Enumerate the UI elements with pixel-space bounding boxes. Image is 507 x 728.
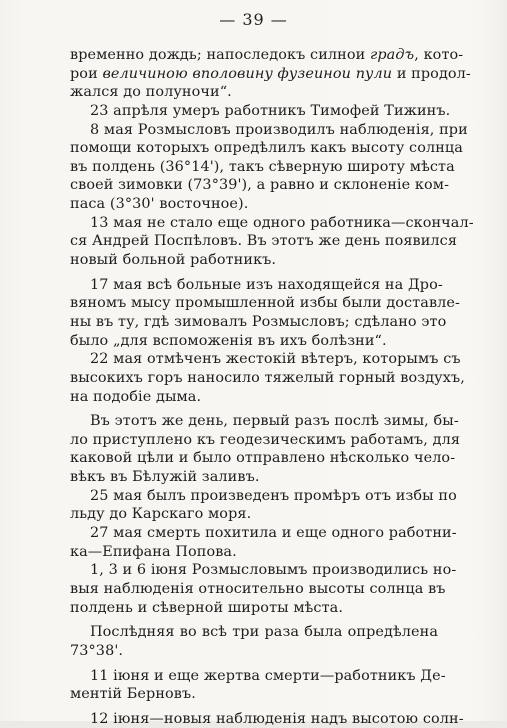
text-line: 73°38'. [70,642,124,659]
paragraph-start: 11 іюня и еще жертва смерти—работникъ Де- [90,667,446,684]
text-line: временно дождь; напоследокъ силнои градъ, кото- [70,47,464,63]
text-line: льду до Карскаго моря. [70,506,252,523]
text-line: въ полдень (36°14'), такъ сѣверную широту мѣста [70,158,455,175]
paragraph-start: 25 мая былъ произведенъ промѣръ отъ избы по [90,487,457,504]
paragraph-start: 1, 3 и 6 іюня Розмысловымъ производились но- [90,562,457,579]
text-line: ны въ ту, гдѣ зимовалъ Розмысловъ; сдѣлано это [70,313,447,330]
paragraph-start: 27 мая смерть похитила и еще одного работни- [90,525,457,542]
text-line: помощи которыхъ опредѣлилъ какъ высоту солнца [70,140,463,157]
paragraph-start: Въ этотъ же день, первый разъ послѣ зимы, бы- [90,413,459,430]
paragraph-start: 8 мая Розмысловъ производилъ наблюденія, при [90,121,468,138]
text-line: ментій Берновъ. [70,686,196,703]
text-line: высокихъ горъ наносило тяжелый горный воздухъ, [70,369,465,386]
text-line: жался до полуночи“. [70,84,232,101]
text-line: паса (3°30' восточное). [70,196,249,213]
text-line: было „для вспоможенія въ ихъ болѣзни“. [70,332,387,349]
text-line: новый больной работникъ. [70,252,277,269]
text-line: своей зимовки (73°39'), а равно и склоненіе ком- [70,177,450,194]
text-line: полдень и сѣверной широты мѣста. [70,599,344,616]
text-line: ся Андрей Поспѣловъ. Въ этотъ же день появился [70,233,458,250]
paragraph-start: 23 апрѣля умеръ работникъ Тимофей Тижинъ. [90,102,451,119]
page-number: — 39 — [219,10,288,29]
paragraph-start: Послѣдняя во всѣ три раза была опредѣлена [90,624,438,641]
paragraph-start: 12 іюня—новыя наблюденія надъ высотою солн- [90,710,464,727]
text-line: вяномъ мысу промышленной избы были доставле- [70,295,460,312]
text-line: выя наблюденія относительно высоты солнца въ [70,580,446,597]
text-line: каковой цѣли и было отправлено нѣсколько чело- [70,450,456,467]
text-line: ка—Епифана Попова. [70,543,237,560]
paragraph-start: 13 мая не стало еще одного работника—скончал- [90,214,474,231]
text-line: рои величиною вполовину фузеинои пули и продол- [70,65,471,82]
text-line: ло приступлено къ геодезическимъ работамъ, для [70,431,461,448]
text-line: вѣкъ въ Бѣлужій заливъ. [70,469,260,486]
paragraph-start: 17 мая всѣ больные изъ находящейся на Дро- [90,276,443,293]
text-line: на подобіе дыма. [70,388,202,405]
body-text [70,46,474,728]
paragraph-start: 22 мая отмѣченъ жестокій вѣтеръ, которымъ съ [90,351,461,368]
